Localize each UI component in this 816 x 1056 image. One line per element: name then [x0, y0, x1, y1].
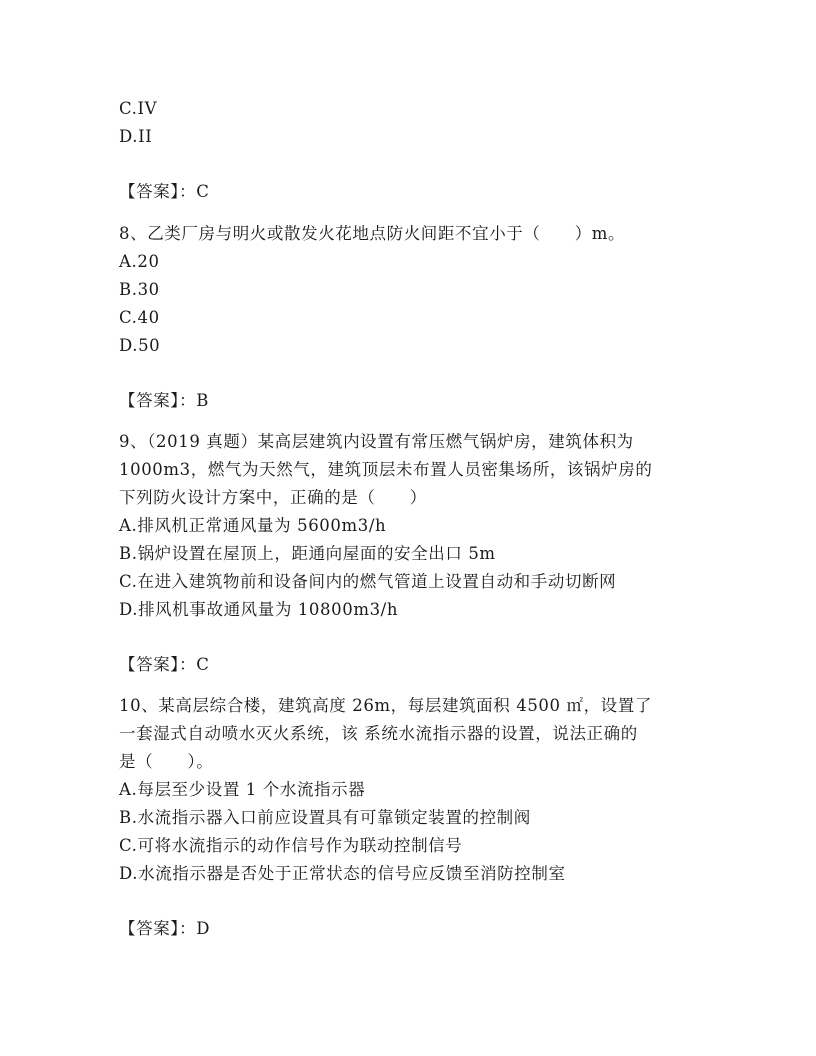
q8-option-a: A.20 — [119, 252, 160, 271]
q8-option-d: D.50 — [119, 336, 161, 355]
q8-answer: 【答案】：B — [119, 391, 209, 410]
prev-option-c: C.IV — [119, 99, 158, 118]
q9-option-b: B.锅炉设置在屋顶上，距通向屋面的安全出口 5m — [119, 544, 496, 563]
q10-answer: 【答案】：D — [119, 919, 211, 938]
prev-option-d: D.II — [119, 127, 153, 146]
q10-stem-line-1: 10、某高层综合楼，建筑高度 26m，每层建筑面积 4500 ㎡，设置了 — [119, 696, 652, 715]
q9-stem-line-2: 1000m3，燃气为天然气，建筑顶层未布置人员密集场所，该锅炉房的 — [119, 460, 653, 479]
q10-option-d: D.水流指示器是否处于正常状态的信号应反馈至消防控制室 — [119, 864, 566, 883]
q9-option-d: D.排风机事故通风量为 10800m3/h — [119, 600, 399, 619]
q9-answer: 【答案】：C — [119, 655, 210, 674]
q8-option-c: C.40 — [119, 308, 160, 327]
q10-stem-line-2: 一套湿式自动喷水灭火系统，该 系统水流指示器的设置，说法正确的 — [119, 724, 638, 743]
q9-option-a: A.排风机正常通风量为 5600m3/h — [119, 516, 387, 535]
q9-option-c: C.在进入建筑物前和设备间内的燃气管道上设置自动和手动切断网 — [119, 572, 617, 591]
prev-answer: 【答案】：C — [119, 182, 210, 201]
q10-option-b: B.水流指示器入口前应设置具有可靠锁定装置的控制阀 — [119, 808, 531, 827]
q10-option-c: C.可将水流指示的动作信号作为联动控制信号 — [119, 836, 463, 855]
q9-stem-line-3: 下列防火设计方案中，正确的是（ ） — [119, 488, 427, 507]
q9-stem-line-1: 9、（2019 真题）某高层建筑内设置有常压燃气锅炉房，建筑体积为 — [119, 432, 634, 451]
q10-option-a: A.每层至少设置 1 个水流指示器 — [119, 780, 366, 799]
q8-option-b: B.30 — [119, 280, 160, 299]
q10-stem-line-3: 是（ ）。 — [119, 752, 214, 771]
q8-stem: 8、乙类厂房与明火或散发火花地点防火间距不宜小于（ ）m。 — [119, 224, 626, 243]
